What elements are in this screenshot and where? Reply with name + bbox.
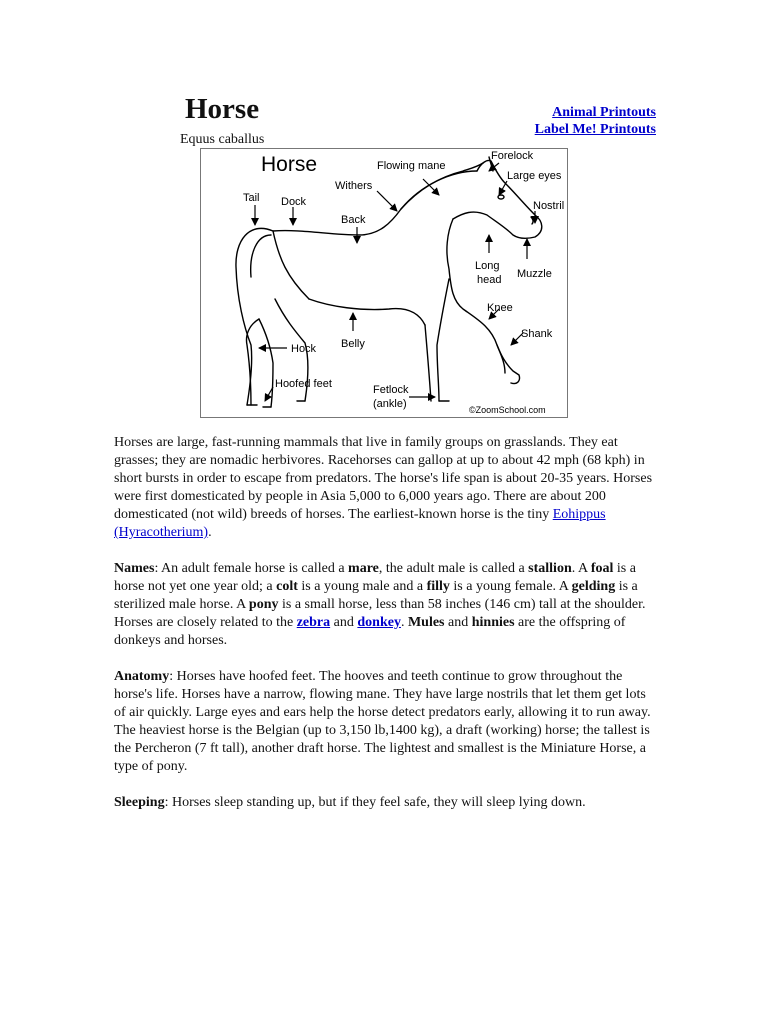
label-muzzle: Muzzle bbox=[517, 268, 552, 280]
label-forelock: Forelock bbox=[491, 150, 534, 162]
label-knee: Knee bbox=[487, 302, 513, 314]
intro-text: Horses are large, fast-running mammals that live in family groups on grasslands. They eat grasses; they are nomadic herbivores. Racehorses can gallop at up to about 42 mph (68 kph) in short bursts in order to escape from predators. The horse's life span is about 20-35 years. Horses were first domesticated by people in Asia 5,000 to 6,000 years ago. There are about 200 domesticated (not wild) breeds of horses. The earliest-known horse is the tiny bbox=[114, 435, 653, 522]
term-hinnies: hinnies bbox=[471, 615, 515, 630]
top-links bbox=[535, 104, 656, 138]
sleeping-heading: Sleeping bbox=[114, 795, 165, 810]
label-flowing-mane: Flowing mane bbox=[377, 160, 446, 172]
term-stallion: stallion bbox=[528, 561, 572, 576]
label-tail: Tail bbox=[243, 192, 260, 204]
zebra-link[interactable]: zebra bbox=[296, 615, 331, 630]
label-ankle: (ankle) bbox=[373, 398, 407, 410]
donkey-link[interactable]: donkey bbox=[357, 615, 401, 630]
label-dock: Dock bbox=[281, 196, 307, 208]
label-hock: Hock bbox=[291, 343, 317, 355]
sleeping-paragraph bbox=[114, 794, 654, 812]
label-back: Back bbox=[341, 214, 366, 226]
animal-printouts-link[interactable]: Animal Printouts bbox=[552, 105, 656, 120]
label-fetlock: Fetlock bbox=[373, 384, 409, 396]
horse-diagram bbox=[200, 148, 568, 418]
names-paragraph: Names: An adult female horse is called a mare, the adult male is called a stallion. A foal is a horse not yet one year old; a colt is a young male and a filly is a young female. A gelding is a sterilized male horse. A pony is a small horse, less than 58 inches (146 cm) tall at the shoulder. Horses are closely related to the zebra and donkey. Mules and hinnies are the offspring of donkeys and horses. bbox=[114, 561, 646, 648]
diagram-credit: ©ZoomSchool.com bbox=[469, 405, 546, 415]
term-colt: colt bbox=[276, 579, 298, 594]
anatomy-text: : Horses have hoofed feet. The hooves and teeth continue to grow throughout the horse's life. Horses have a narrow, flowing mane. They have large nostrils that let them get lots of air quickly. Large eyes and ears help the horse detect predators early, allowing it to run away. The heaviest horse is the Belgian (up to 3,150 lb,1400 kg), a draft (working) horse; the tallest is the Percheron (7 ft tall), another draft horse. The lightest and smallest is the Miniature Horse, a type of pony. bbox=[114, 669, 651, 774]
label-withers: Withers bbox=[335, 180, 373, 192]
diagram-title: Horse bbox=[261, 153, 318, 176]
anatomy-paragraph bbox=[114, 668, 654, 776]
scientific-name: Equus caballus bbox=[180, 132, 265, 147]
intro-paragraph: Horses are large, fast-running mammals that live in family groups on grasslands. They eat grasses; they are nomadic herbivores. Racehorses can gallop at up to about 42 mph (68 kph) in short bursts in order to escape from predators. The horse's life span is about 20-35 years. Horses were first domesticated by people in Asia 5,000 to 6,000 years ago. There are about 200 domesticated (not wild) breeds of horses. The earliest-known horse is the tiny Eohippus (Hyracotherium). bbox=[114, 435, 653, 540]
term-gelding: gelding bbox=[571, 579, 616, 594]
names-heading: Names bbox=[114, 561, 155, 576]
term-filly: filly bbox=[426, 579, 450, 594]
term-pony: pony bbox=[248, 597, 279, 612]
label-shank: Shank bbox=[521, 328, 553, 340]
term-mare: mare bbox=[348, 561, 379, 576]
label-long: Long bbox=[475, 260, 500, 272]
eohippus-link[interactable]: Eohippus (Hyracotherium) bbox=[114, 507, 606, 540]
label-hoofed-feet: Hoofed feet bbox=[275, 378, 332, 390]
horse-diagram-svg bbox=[201, 149, 567, 417]
label-head: head bbox=[477, 274, 502, 286]
term-foal: foal bbox=[590, 561, 614, 576]
label-large-eyes: Large eyes bbox=[507, 170, 562, 182]
article-body bbox=[114, 434, 654, 830]
anatomy-heading: Anatomy bbox=[114, 669, 170, 684]
term-mules: Mules bbox=[407, 615, 445, 630]
sleeping-text: : Horses sleep standing up, but if they feel safe, they will sleep lying down. bbox=[164, 795, 586, 810]
label-belly: Belly bbox=[341, 338, 365, 350]
label-nostril: Nostril bbox=[533, 200, 565, 212]
label-me-printouts-link[interactable]: Label Me! Printouts bbox=[534, 122, 656, 137]
page-title: Horse bbox=[185, 93, 260, 125]
